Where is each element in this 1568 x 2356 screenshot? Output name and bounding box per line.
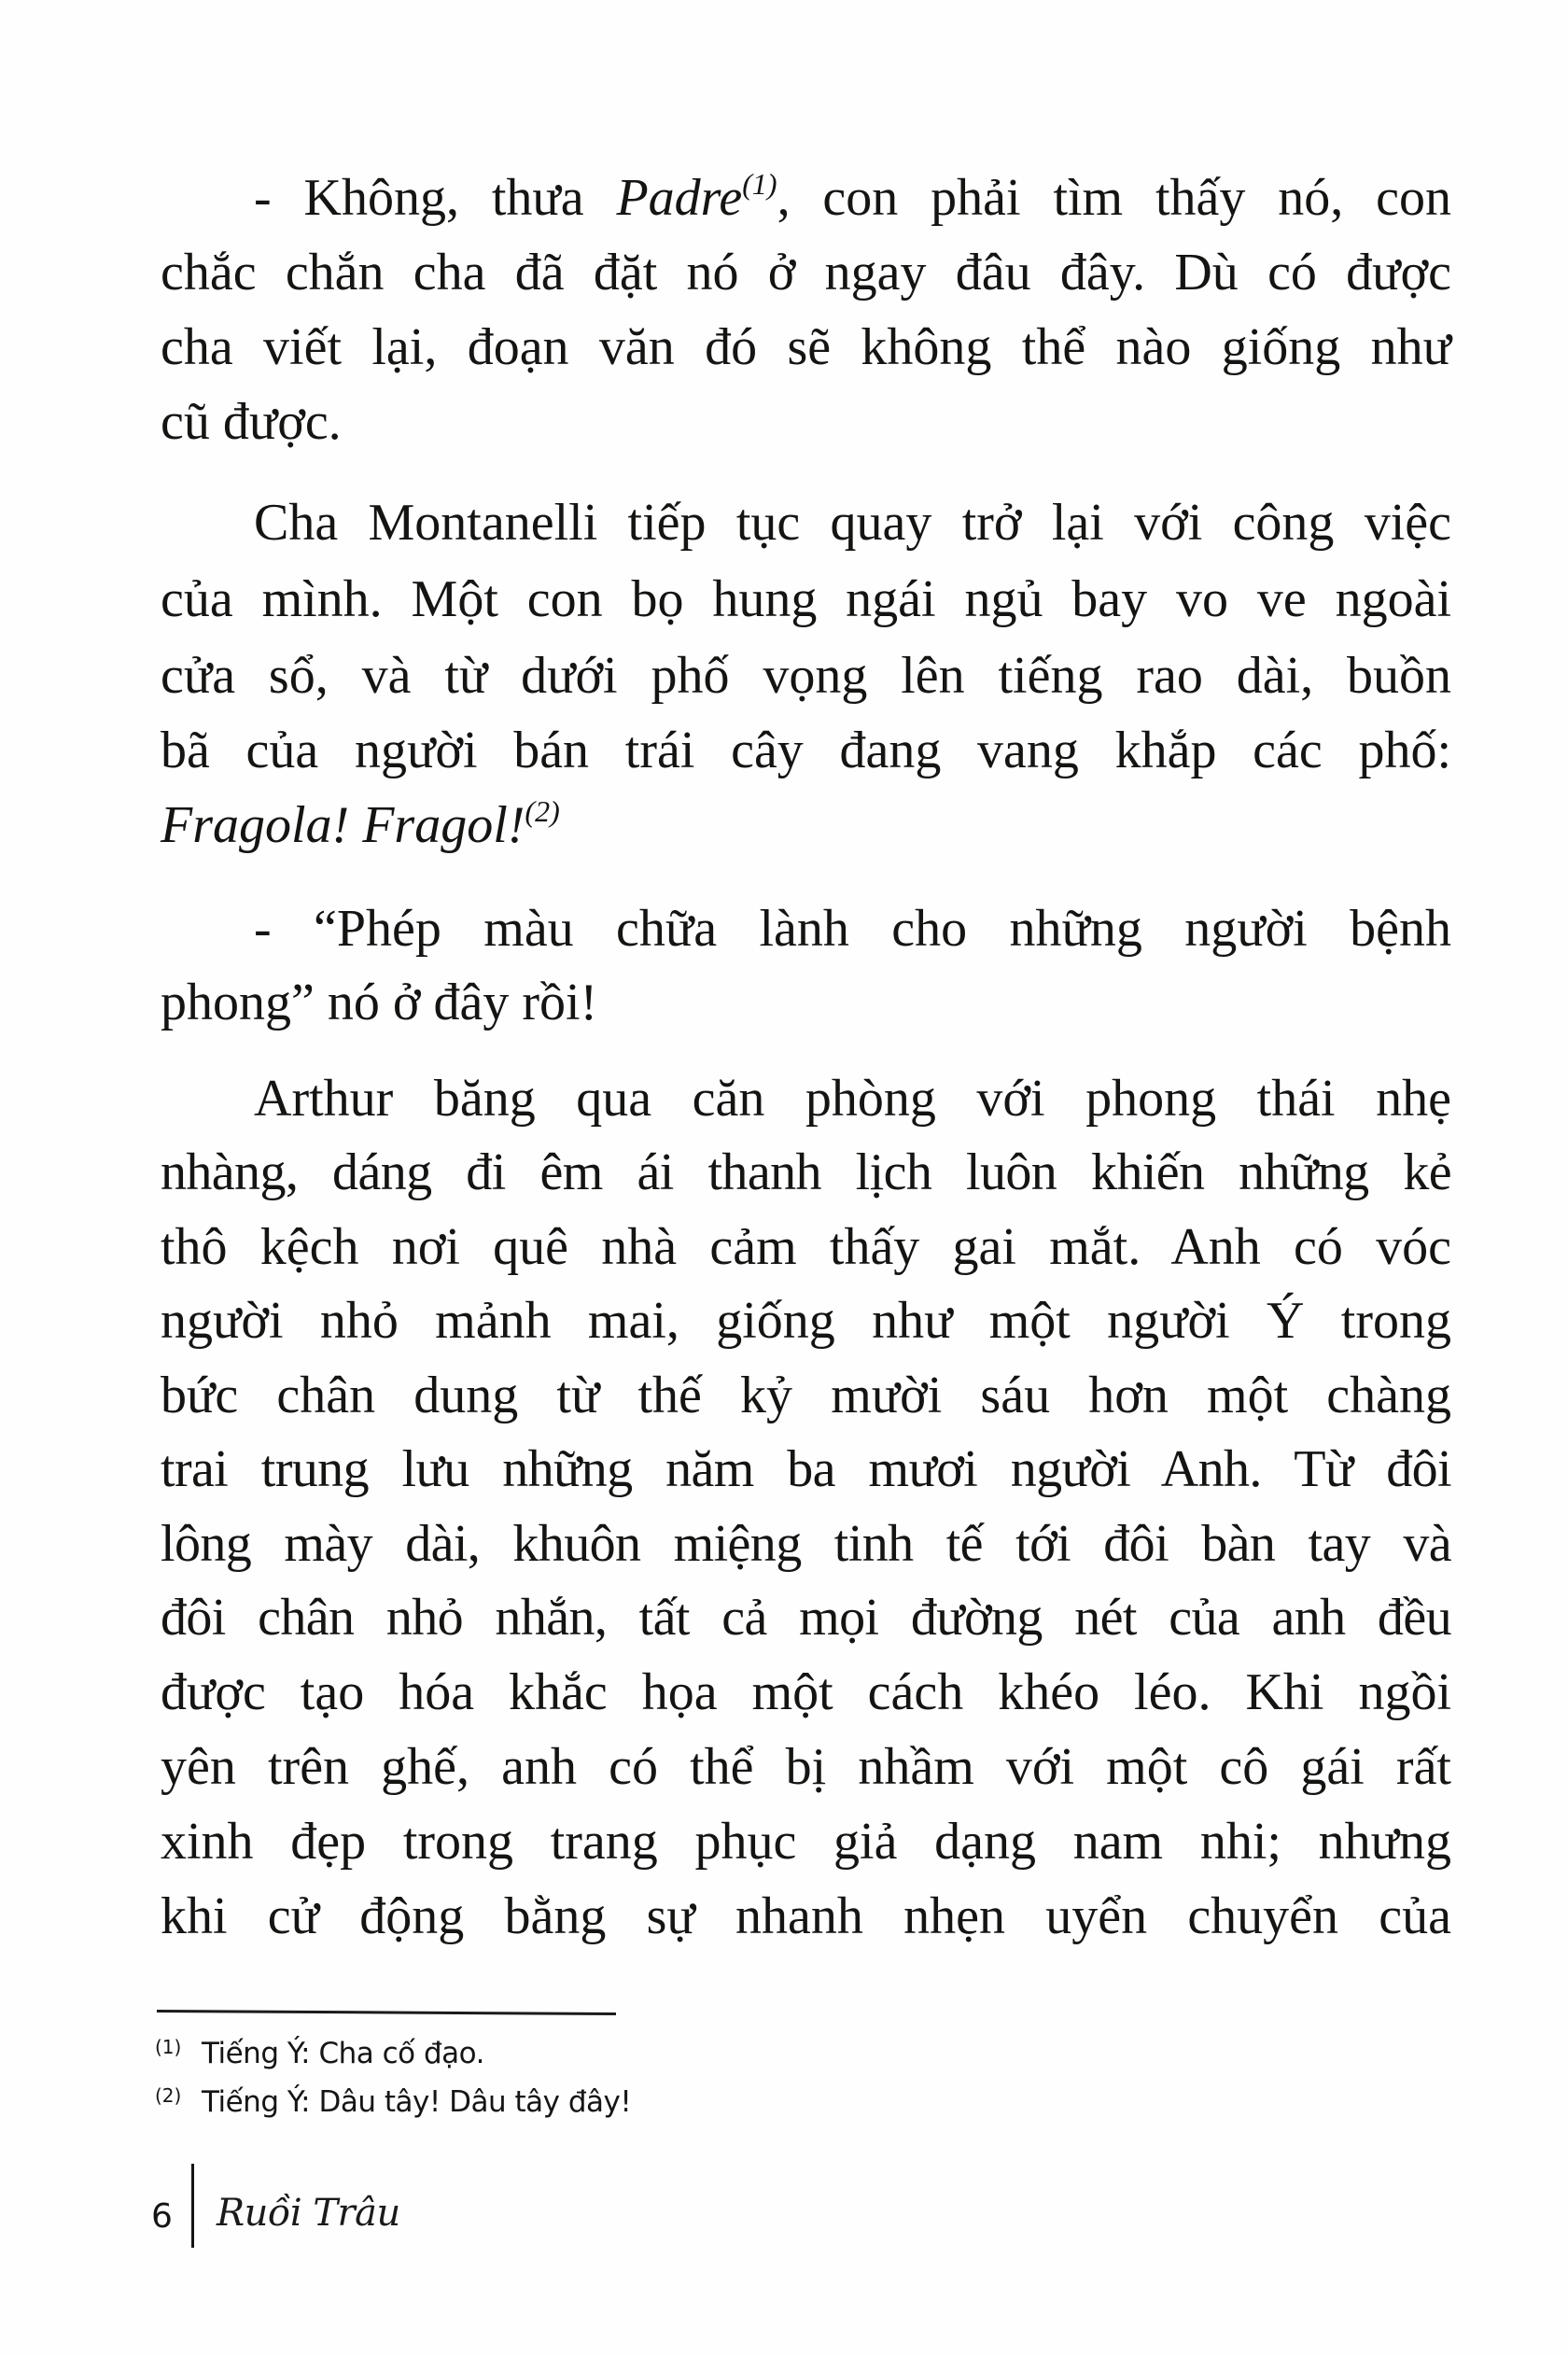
text-line: phong” nó ở đây rồi! — [161, 974, 598, 1031]
text-span: , con phải tìm thấy nó, con — [777, 169, 1451, 227]
italic-word-padre: Padre — [616, 169, 743, 227]
text-line: đôi chân nhỏ nhắn, tất cả mọi đường nét của anh đều — [161, 1589, 1451, 1647]
text-line: khi cử động bằng sự nhanh nhẹn uyển chuyển của — [161, 1887, 1451, 1945]
text-line: của mình. Một con bọ hung ngái ngủ bay vo ve ngoài — [161, 570, 1451, 628]
text-line: cha viết lại, đoạn văn đó sẽ không thể nào giống như — [161, 318, 1451, 376]
text-line: người nhỏ mảnh mai, giống như một người Ý trong — [161, 1292, 1451, 1350]
text-line: - “Phép màu chữa lành cho những người bệnh — [254, 900, 1451, 958]
italic-phrase-fragola: Fragola! Fragol! — [161, 796, 525, 854]
text-span: - Không, thưa — [254, 169, 617, 227]
text-line: cũ được. — [161, 393, 342, 451]
text-line: yên trên ghế, anh có thể bị nhầm với một cô gái rất — [161, 1738, 1451, 1796]
footnote-2 — [155, 2072, 631, 2119]
text-line — [161, 788, 1451, 862]
footnote-marker: (2) — [155, 2084, 182, 2107]
text-line: bã của người bán trái cây đang vang khắp các phố: — [161, 722, 1451, 779]
text-line: được tạo hóa khắc họa một cách khéo léo. Khi ngồi — [161, 1663, 1451, 1721]
footnote-text: Tiếng Ý: Cha cố đạo. — [202, 2037, 484, 2070]
text-line: cửa sổ, và từ dưới phố vọng lên tiếng rao dài, buồn — [161, 647, 1451, 705]
footnote-separator — [157, 2010, 616, 2015]
text-line: trai trung lưu những năm ba mươi người Anh. Từ đôi — [161, 1440, 1451, 1498]
page-number: 6 — [151, 2197, 173, 2236]
text-line: bức chân dung từ thế kỷ mười sáu hơn một chàng — [161, 1367, 1451, 1424]
footer-divider — [191, 2164, 194, 2248]
footnote-1 — [155, 2024, 484, 2070]
text-line: xinh đẹp trong trang phục giả dạng nam nhi; nhưng — [161, 1813, 1451, 1871]
book-title: Ruồi Trâu — [217, 2192, 400, 2235]
footnote-marker: (1) — [155, 2036, 182, 2058]
text-line: lông mày dài, khuôn miệng tinh tế tới đôi bàn tay và — [161, 1515, 1451, 1573]
text-line: thô kệch nơi quê nhà cảm thấy gai mắt. Anh có vóc — [161, 1218, 1451, 1276]
text-line: Cha Montanelli tiếp tục quay trở lại với công việc — [254, 494, 1451, 552]
footnote-ref-1[interactable]: (1) — [742, 167, 777, 201]
footnote-text: Tiếng Ý: Dâu tây! Dâu tây đây! — [202, 2085, 632, 2119]
footnote-ref-2[interactable]: (2) — [525, 794, 560, 828]
text-line: Arthur băng qua căn phòng với phong thái nhẹ — [254, 1070, 1451, 1128]
text-line: nhàng, dáng đi êm ái thanh lịch luôn khiến những kẻ — [161, 1143, 1451, 1201]
text-line — [254, 161, 1451, 235]
text-line: chắc chắn cha đã đặt nó ở ngay đâu đây. Dù có được — [161, 244, 1451, 302]
